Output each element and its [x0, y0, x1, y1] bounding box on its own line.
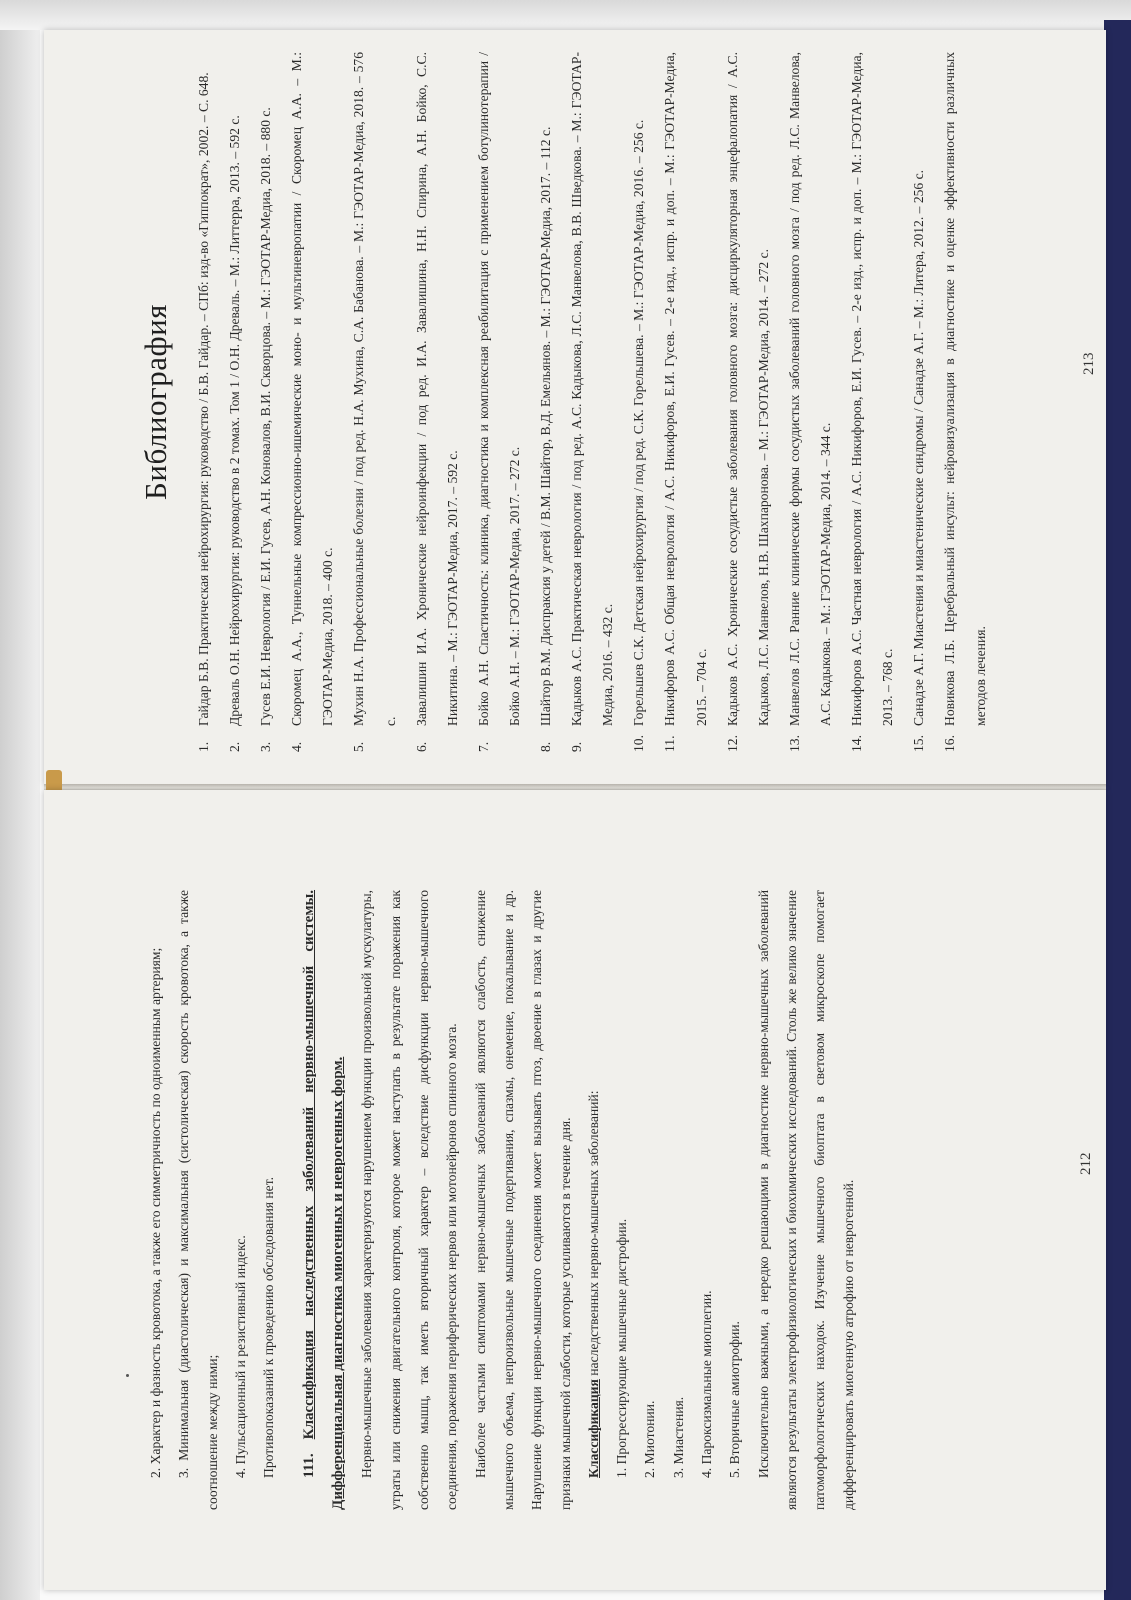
reference-text: Бойко А.Н. Спастичность: клиника, диагностика и комплексная реабилитация с применением ботулинотерапии / Бойко А.Н. – М.: ГЭОТАР-Медиа, 2017. – 272 с.: [475, 52, 522, 726]
list-item: 5. Вторичные амиотрофии.: [727, 1321, 743, 1478]
page-number: 212: [1078, 1152, 1094, 1175]
book-cover-left-edge: [0, 30, 40, 1600]
list-item: 4. Пароксизмальные миоплегии.: [699, 1290, 715, 1478]
reference-item: [250, 52, 281, 752]
reference-item: [530, 52, 561, 752]
reference-number: 2.: [227, 741, 243, 752]
reference-number: 1.: [196, 741, 211, 752]
reference-number: 16.: [942, 735, 958, 752]
reference-number: 15.: [911, 735, 927, 752]
reference-item: [219, 52, 250, 752]
classification-rest: наследственных нервно-мышечных заболеваний:: [585, 1090, 601, 1380]
reference-text: Новикова Л.Б. Церебральный инсульт: нейровизуализация в диагностике и оценке эффективности различных методов лечения.: [942, 52, 989, 726]
page-212-text: [142, 889, 856, 1510]
reference-item: [903, 52, 934, 752]
reference-number: 6.: [413, 741, 429, 752]
reference-item: [188, 52, 219, 752]
reference-text: Никифоров А.С. Частная неврология / А.С. Никифоров, Е.И. Гусев. – 2-е изд., испр. и доп. – М.: ГЭОТАР-Медиа, 2013. – 768 с.: [848, 52, 896, 726]
bibliography-title: Библиография: [138, 304, 173, 500]
page-number: 213: [1081, 352, 1097, 375]
reference-text: Завалишин И.А. Хронические нейроинфекции / под ред. И.А. Завалишина, Н.Н. Спирина, А.Н. Бойко, С.С. Никитина. – М.: ГЭОТАР-Медиа, 2017. – 592 с.: [413, 52, 460, 726]
text-line: 3. Минимальная (диастолическая) и максимальная (систолическая) скорость кровотока, а также соотношение между ними;: [176, 890, 220, 1510]
paragraph: Наиболее частыми симптомами нервно-мышечных заболеваний являются слабость, снижение мышечного объема, непроизвольные мышечные подергивания, спазмы, онемение, покалывание и др. Нарушение функции нервно-мышечного соединения может вызывать птоз, двоение в глазах и другие признаки мышечной слабости, которые усиливаются в течение дня.: [472, 890, 573, 1510]
classification-word: Классификация: [585, 1379, 601, 1478]
text-line: 2. Характер и фазность кровотока, а также его симметричность по одноименным артериям;: [148, 947, 163, 1478]
reference-item: [406, 52, 468, 752]
reference-number: 3.: [258, 741, 274, 752]
classification-line: [580, 890, 608, 1510]
section-number: 111.: [301, 1453, 318, 1478]
reference-number: 14.: [848, 735, 864, 752]
reference-item: [468, 52, 530, 752]
reference-text: Санадзе А.Г. Миастения и миастенические синдромы / Санадзе А.Г. – М.: Литера, 2012. – 256 с.: [911, 169, 927, 726]
book-cover-right-edge: [1104, 20, 1131, 1600]
bibliography-list: [188, 52, 996, 752]
reference-text: Скоромец А.А., Туннельные компрессионно-ишемические моно- и мультиневропатии / Скоромец А.А. – М.: ГЭОТАР-Медиа, 2018. – 400 с.: [289, 52, 336, 726]
list-item: 3. Миастения.: [670, 1396, 686, 1478]
text-line: Противопоказаний к проведению обследования нет.: [261, 1176, 277, 1478]
text-line: 4. Пульсационный и резистивный индекс.: [232, 1235, 248, 1478]
reference-text: Никифоров А.С. Общая неврология / А.С. Никифоров, Е.И. Гусев. – 2-е изд., испр. и доп. – М.: ГЭОТАР-Медиа, 2015. – 704 с.: [662, 52, 709, 726]
list-item: 1. Прогрессирующие мышечные дистрофии.: [614, 1218, 630, 1478]
reference-text: Кадыков А.С. Хронические сосудистые заболевания головного мозга: дисциркуляторная энцефалопатия / А.С. Кадыков, Л.С. Манвелов, Н.В. Шахпаронова. – М.: ГЭОТАР-Медиа, 2014. – 272 с.: [724, 52, 771, 726]
reference-number: 7.: [475, 741, 491, 752]
reference-text: Гайдар Б.В. Практическая нейрохирургия: руководство / Б.В. Гайдар. – СПб: изд-во «Гиппократ», 2002. – С. 648.: [196, 72, 211, 726]
reference-text: Шайтор В.М. Диспраксия у детей / В.М. Шайтор, В.Д. Емельянов. – М.: ГЭОТАР-Медиа, 2017. – 112 с.: [538, 126, 554, 726]
reference-item: [717, 52, 779, 752]
reference-item: [654, 52, 716, 752]
reference-number: 12.: [724, 735, 740, 752]
reference-item: [281, 52, 343, 752]
reference-number: 8.: [538, 741, 554, 752]
scan-speck: [126, 1374, 129, 1377]
reference-text: Мухин Н.А. Профессиональные болезни / под ред. Н.А. Мухина, С.А. Бабанова. – М.: ГЭОТАР-Медиа, 2018. – 576 с.: [351, 52, 398, 726]
book-cover-top-edge: [0, 0, 1131, 30]
paragraph: Нервно-мышечные заболевания характеризуются нарушением функции произвольной мускулатуры, утраты или снижения двигательного контроля, которое может наступать в результате поражения как собственно мышц, так иметь вторичный характер – вследствие дисфункции нервно-мышечного соединения, поражения периферических нервов или мотонейронов спинного мозга.: [359, 890, 460, 1510]
reference-item: [343, 52, 405, 752]
reference-item: [934, 52, 996, 752]
reference-text: Манвелов Л.С. Ранние клинические формы сосудистых заболеваний головного мозга / под ред. Л.С. Манвелова, А.С. Кадыкова. – М.: ГЭОТАР-Медиа, 2014. – 344 с.: [786, 52, 833, 726]
reference-text: Горельшев С.К. Детская нейрохирургия / под ред. С.К. Горельшева. – М.: ГЭОТАР-Медиа, 2016. – 256 с.: [631, 119, 647, 726]
reference-text: Кадыков А.С. Практическая неврология / под ред. А.С. Кадыкова, Л.С. Манвелова, В.В. Шведкова. – М.: ГЭОТАР-Медиа, 2016. – 432 с.: [569, 52, 616, 726]
reference-item: [623, 52, 654, 752]
reference-text: Гусев Е.И. Неврология / Е.И. Гусев, А.Н. Коновалов, В.И. Скворцова. – М.: ГЭОТАР-Медиа, 2018. – 880 с.: [258, 107, 274, 726]
reference-number: 13.: [786, 735, 802, 752]
reference-item: [561, 52, 623, 752]
reference-item: [779, 52, 841, 752]
section-heading: [295, 890, 353, 1510]
bibliography-block: [126, 52, 1106, 752]
reference-item: [841, 52, 903, 752]
reference-number: 9.: [569, 741, 585, 752]
reference-number: 5.: [351, 741, 367, 752]
reference-text: Древаль О.Н. Нейрохирургия: руководство в 2 томах. Том 1 / О.Н. Древаль. – М.: Литтерра, 2013. – 592 с.: [227, 115, 243, 726]
section-title: Классификация наследственных заболеваний нервно-мышечной системы. Дифференциальная диагностика миогенных и неврогенных форм.: [301, 889, 347, 1510]
paragraph: Исключительно важными, а нередко решающими в диагностике нервно-мышечных заболеваний являются результаты электрофизиологических и биохимических исследований. Столь же велико значение патоморфологических находок. Изучение мышечного биоптата в световом микроскопе помогает дифференцировать миогенную атрофию от неврогенной.: [755, 890, 856, 1510]
reference-number: 11.: [662, 735, 678, 752]
reference-number: 4.: [289, 741, 305, 752]
reference-number: 10.: [631, 735, 647, 752]
list-item: 2. Миотонии.: [642, 1400, 658, 1478]
